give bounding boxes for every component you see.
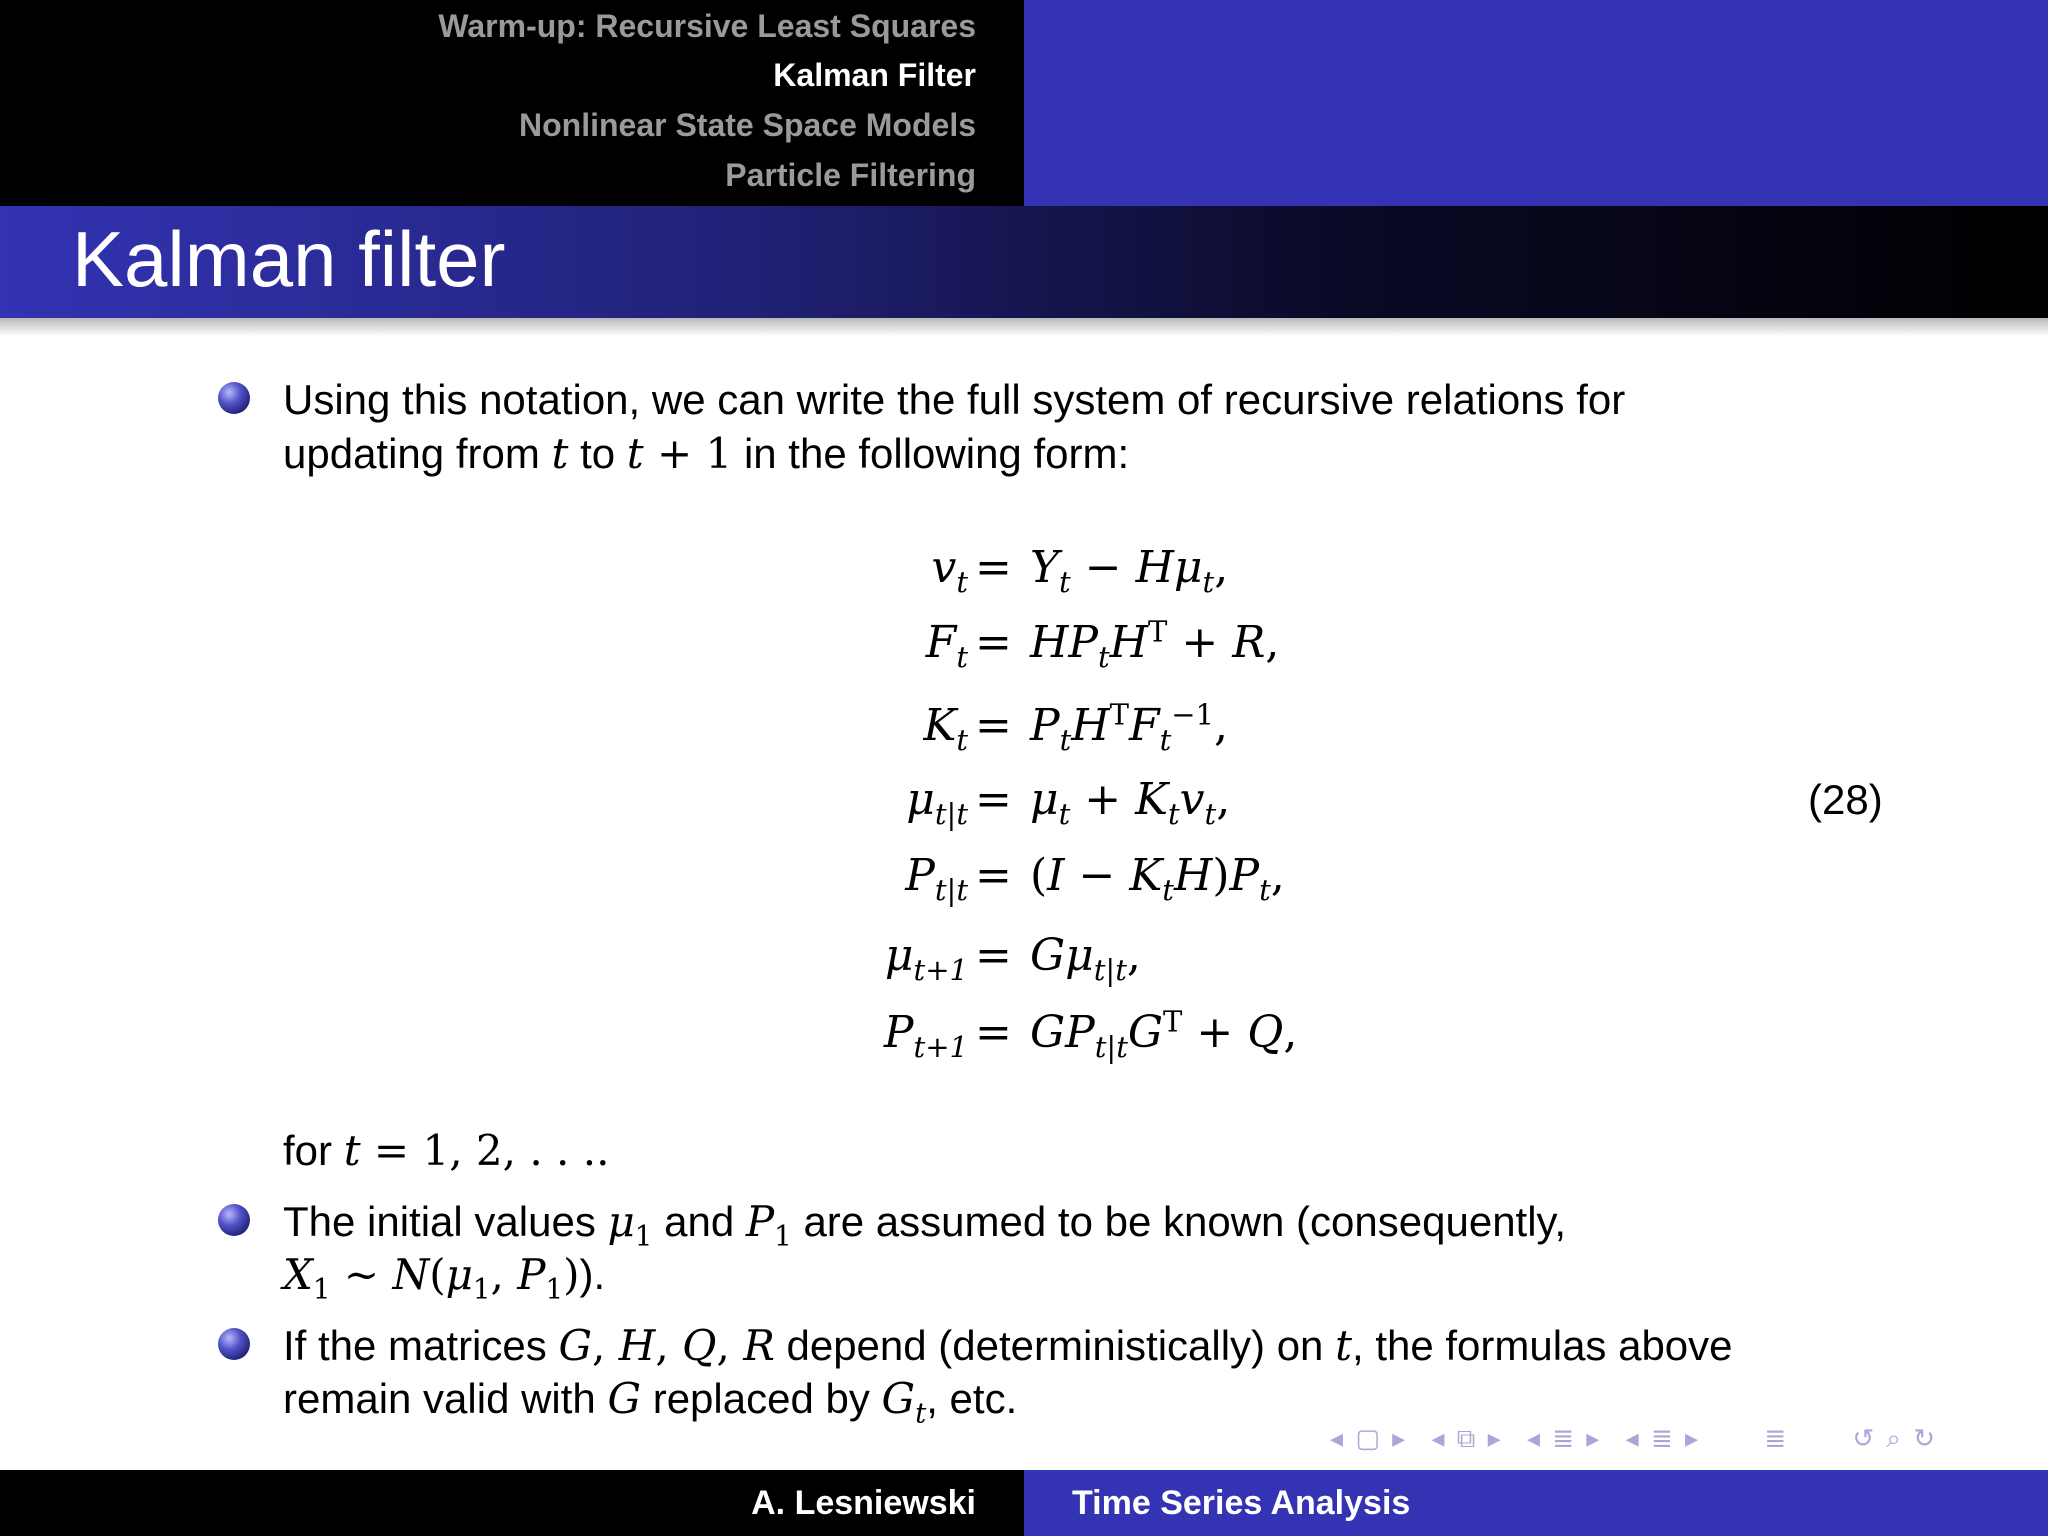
frame-prev-next-icon[interactable]: ◂ ⧉ ▸ [1431,1424,1503,1454]
bullet-ball-icon [218,1328,250,1360]
nav-section-kalman-filter[interactable]: Kalman Filter [773,57,976,93]
equation-covariance-prediction: $P_{t+1}$ = $GP_{t|t}G^T + Q$, [883,1004,1298,1064]
equation-kalman-gain: $K_t$ = $P_tH^TF_t^{-1}$, [923,697,1229,757]
bullet-2-line-1: The initial values $\mu_1$ and $P_1$ are assumed to be known (consequently, [283,1197,1567,1253]
bullet-1-line-1: Using this notation, we can write the full system of recursive relations for [283,376,1626,423]
equation-number: (28) [1808,776,1883,823]
footer-title-panel [1024,1470,2048,1536]
footer-author: A. Lesniewski [751,1484,976,1522]
section-navigation-panel [0,0,1024,206]
subsection-prev-next-icon[interactable]: ◂ ≣ ▸ [1526,1424,1602,1454]
nav-section-particle-filtering[interactable]: Particle Filtering [725,157,976,193]
bullet-ball-icon [218,382,250,414]
equation-covariance-update: $P_{t|t}$ = $(I - K_tH)P_t$, [905,850,1285,907]
bullet-3-line-1: If the matrices G, H, Q, R depend (deterministically) on t, the formulas above [283,1321,1733,1370]
slide-prev-next-icon[interactable]: ◂ ▢ ▸ [1330,1424,1408,1454]
title-shadow [0,318,2048,336]
subsection-navigation-panel [1024,0,2048,206]
search-back-forward-icon[interactable]: ↺ ⌕ ↻ [1852,1424,1938,1454]
beamer-navigation-symbols [1330,1424,1951,1455]
equation-state-update: $\mu_{t|t}$ = $\mu_t + K_tv_t$, [906,774,1231,831]
equation-innovation: $v_t$ = $Y_t - H\mu_t$, [931,542,1229,599]
bullet-ball-icon [218,1204,250,1236]
frame-title: Kalman filter [72,215,506,303]
bullet-3-line-2: remain valid with G replaced by $G_t$, etc. [283,1374,1018,1430]
footer-author-panel [0,1470,1024,1536]
bullet-2-line-2: $X_1$ ∼ $N(\mu_1$, $P_1$)). [283,1250,606,1306]
bullet-1-line-2: updating from t to t + 1 in the following form: [283,429,1130,478]
document-icon[interactable]: ≣ [1764,1424,1789,1454]
equation-innovation-covariance: $F_t$ = $HP_tH^T + R$, [925,614,1280,674]
nav-section-recursive-least-squares[interactable]: Warm-up: Recursive Least Squares [438,8,976,44]
equation-state-prediction: $\mu_{t+1}$ = $G\mu_{t|t}$, [884,930,1141,987]
footer-talk-title: Time Series Analysis [1072,1484,1411,1522]
equation-range-text: for t = 1, 2, . . .. [283,1126,610,1175]
nav-section-nonlinear-state-space[interactable]: Nonlinear State Space Models [518,107,976,143]
section-prev-next-icon[interactable]: ◂ ≣ ▸ [1625,1424,1701,1454]
